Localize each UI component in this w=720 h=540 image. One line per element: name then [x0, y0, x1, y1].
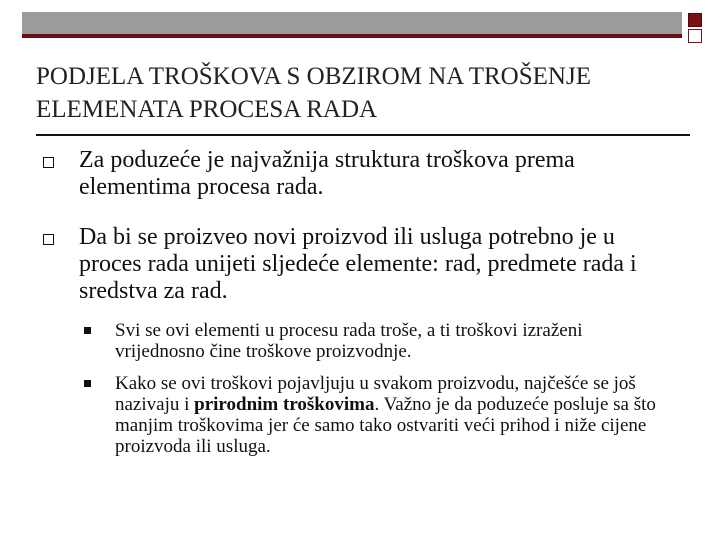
hollow-square-bullet-icon [43, 234, 54, 245]
bullet-text: Da bi se proizveo novi proizvod ili usluga potrebno je u proces rada unijeti sljedeće elemente: rad, predmete rada i sredstva za rad. [79, 224, 637, 304]
sub-bullet-text-end: . Važno je da poduzeće posluje sa što manjim troškovima jer će samo tako ostvariti veći prihod i niže cijene proizvoda ili usluga. [115, 394, 656, 457]
sub-bullet-text-start: Kako se ovi troškovi pojavljuju u svakom proizvodu, najčešće se još nazivaju i [115, 373, 636, 415]
header-bar [22, 12, 682, 34]
title-divider [36, 134, 690, 136]
outlined-square-icon [688, 29, 702, 43]
bullet-text: Za poduzeće je najvažnija struktura troškova prema elementima procesa rada. [79, 147, 575, 200]
sub-bullet-text: Svi se ovi elementi u procesu rada troše, a ti troškovi izraženi vrijednosno čine troškove proizvodnje. [115, 320, 583, 362]
emphasized-term: prirodnim troškovima [194, 394, 375, 415]
header-accent-line [22, 34, 682, 38]
filled-square-icon [688, 13, 702, 27]
hollow-square-bullet-icon [43, 157, 54, 168]
filled-square-bullet-icon [84, 327, 91, 334]
slide-title: PODJELA TROŠKOVA S OBZIROM NA TROŠENJE ELEMENATA PROCESA RADA [36, 63, 591, 123]
sub-bullet-text [115, 373, 675, 457]
filled-square-bullet-icon [84, 380, 91, 387]
